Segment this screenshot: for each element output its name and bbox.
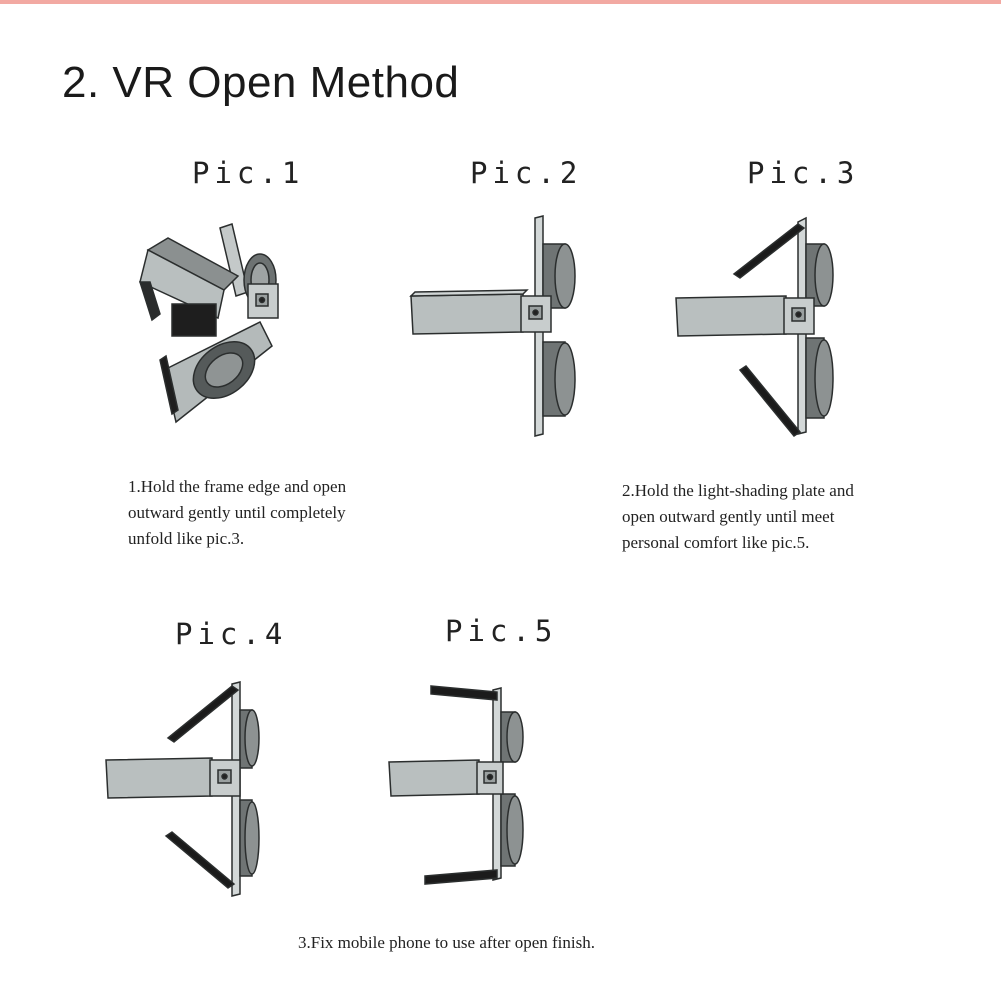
step-1-line-1: 1.Hold the frame edge and open <box>128 477 347 496</box>
step-3-line-1: 3.Fix mobile phone to use after open finish. <box>298 933 595 952</box>
step-2-line-2: open outward gently until meet <box>622 507 835 526</box>
vr-viewer-folded-illustration <box>120 210 320 440</box>
top-accent-line <box>0 0 1001 4</box>
step-2-line-3: personal comfort like pic.5. <box>622 533 810 552</box>
step-3-instructions <box>298 930 595 956</box>
step-1-line-2: outward gently until completely <box>128 503 346 522</box>
vr-viewer-fully-unfolded-illustration <box>670 210 870 445</box>
pic-label-1: Pic.1 <box>192 156 305 190</box>
vr-viewer-shades-opening-illustration <box>100 676 270 906</box>
step-2-line-1: 2.Hold the light-shading plate and <box>622 481 854 500</box>
vr-viewer-shades-open-illustration <box>385 676 555 891</box>
pic-label-3: Pic.3 <box>747 156 860 190</box>
step-1-line-3: unfold like pic.3. <box>128 529 245 548</box>
pic-label-4: Pic.4 <box>175 617 288 651</box>
vr-viewer-frame-unfolded-illustration <box>405 210 595 445</box>
page-title: 2. VR Open Method <box>62 58 460 107</box>
pic-label-5: Pic.5 <box>445 614 558 648</box>
pic-label-2: Pic.2 <box>470 156 583 190</box>
step-2-instructions <box>622 478 854 556</box>
step-1-instructions <box>128 474 346 552</box>
